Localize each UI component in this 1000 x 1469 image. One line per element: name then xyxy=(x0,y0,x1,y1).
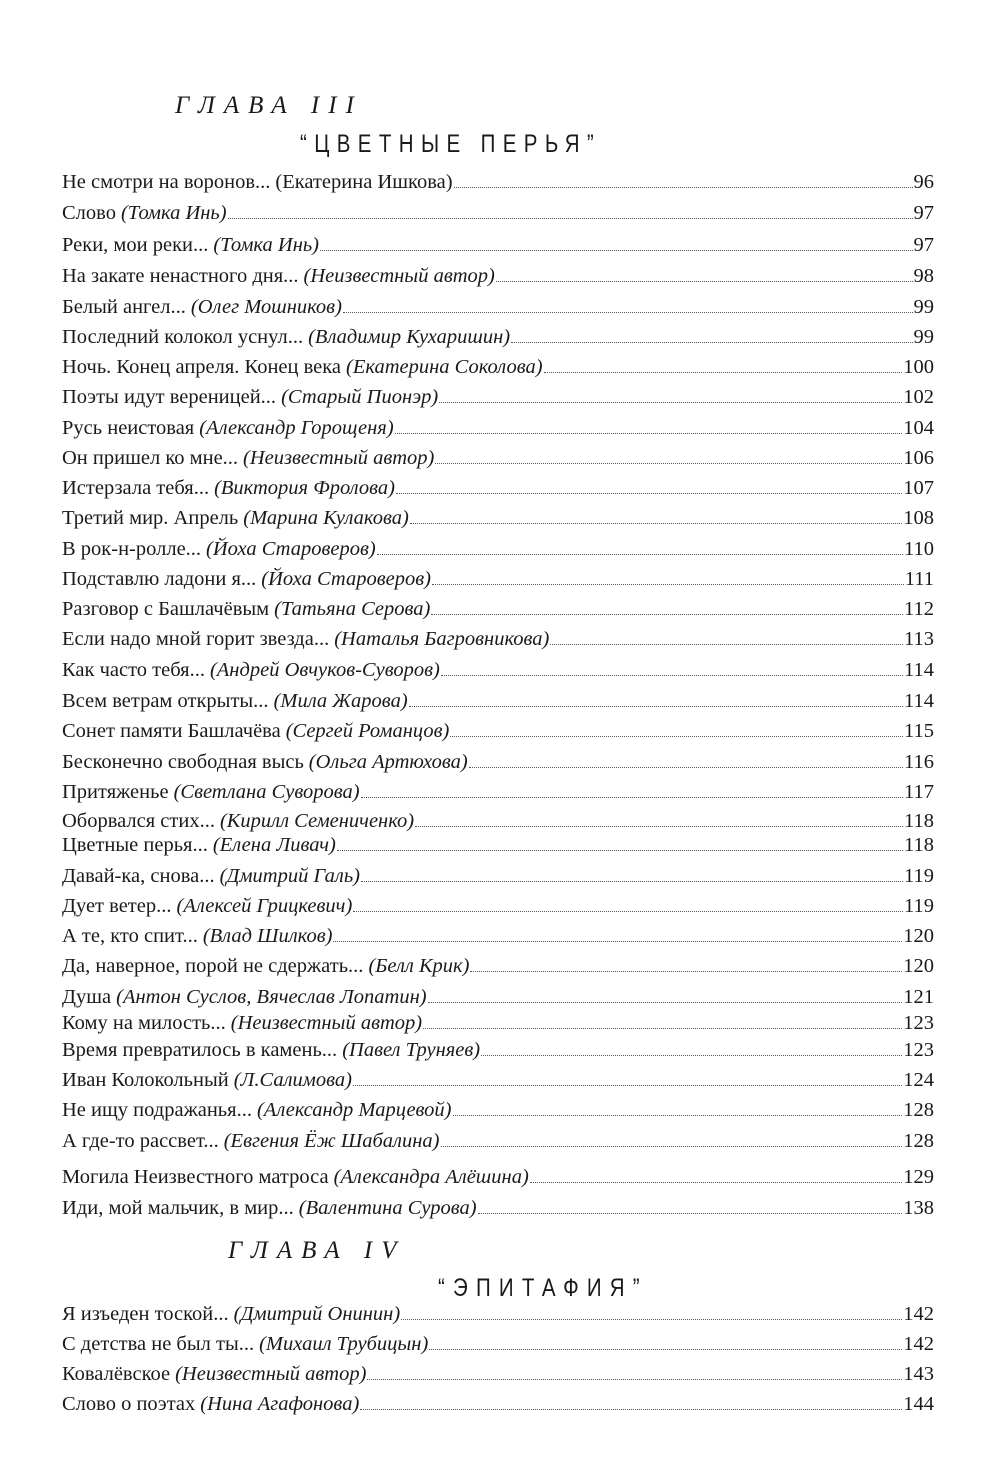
entry-page: 110 xyxy=(904,538,934,560)
entry-title: Разговор с Башлачёвым xyxy=(62,598,270,620)
entry-author: (Кирилл Семениченко) xyxy=(219,810,415,832)
entry-author: (Павел Труняев) xyxy=(342,1039,481,1061)
entry-page: 138 xyxy=(903,1197,934,1219)
chapter-label: ГЛАВА IV xyxy=(228,1237,406,1264)
entry-author: (Александр Горощеня) xyxy=(199,417,394,439)
entry-title: Давай-ка, снова... xyxy=(62,865,215,887)
entry-title: Могила Неизвестного матроса xyxy=(62,1166,329,1188)
entry-page: 114 xyxy=(904,659,934,681)
entry-title: Оборвался стих... xyxy=(62,810,215,832)
entry-title: Третий мир. Апрель xyxy=(62,507,239,529)
toc-entry xyxy=(62,597,934,621)
chapter-title: “ЦВЕТНЫЕ ПЕРЬЯ” xyxy=(300,130,602,158)
toc-entry xyxy=(62,1362,934,1386)
dot-leader xyxy=(401,1319,902,1320)
dot-leader xyxy=(469,767,903,768)
entry-author: (Виктория Фролова) xyxy=(214,477,395,499)
entry-page: 100 xyxy=(903,356,934,378)
dot-leader xyxy=(367,1379,902,1380)
entry-author: (Евгения Ёж Шабалина) xyxy=(223,1130,440,1152)
dot-leader xyxy=(343,312,913,313)
entry-page: 144 xyxy=(903,1393,934,1415)
toc-entry xyxy=(62,416,934,440)
dot-leader xyxy=(395,433,903,434)
dot-leader xyxy=(333,941,902,942)
toc-entry xyxy=(62,924,934,948)
entry-title: Последний колокол уснул... xyxy=(62,326,304,348)
entry-author: (Александр Марцевой) xyxy=(256,1099,452,1121)
entry-author: (Мила Жарова) xyxy=(273,690,408,712)
toc-entry xyxy=(62,1038,934,1062)
toc-entry xyxy=(62,233,934,257)
dot-leader xyxy=(377,554,903,555)
entry-author: (Неизвестный автор) xyxy=(175,1363,367,1385)
entry-page: 97 xyxy=(913,202,934,224)
entry-author: (Екатерина Ишкова) xyxy=(275,171,453,193)
entry-author: (Ольга Артюхова) xyxy=(308,751,468,773)
entry-author: (Антон Суслов, Вячеслав Лопатин) xyxy=(116,986,427,1008)
entry-page: 97 xyxy=(913,234,934,256)
entry-page: 96 xyxy=(913,171,934,193)
toc-entry xyxy=(62,537,934,561)
entry-title: Истерзала тебя... xyxy=(62,477,210,499)
entry-page: 123 xyxy=(903,1039,934,1061)
toc-entry xyxy=(62,170,934,194)
dot-leader xyxy=(441,1146,903,1147)
entry-author: (Йоха Староверов) xyxy=(261,568,431,590)
entry-author: (Йоха Староверов) xyxy=(206,538,376,560)
toc-entry xyxy=(62,355,934,379)
entry-title: Притяженье xyxy=(62,781,169,803)
entry-title: Он пришел ко мне... xyxy=(62,447,239,469)
entry-page: 102 xyxy=(903,386,934,408)
entry-page: 112 xyxy=(904,598,934,620)
dot-leader xyxy=(470,971,902,972)
toc-entry xyxy=(62,264,934,288)
entry-author: (Татьяна Серова) xyxy=(274,598,431,620)
entry-author: (Дмитрий Онинин) xyxy=(233,1303,401,1325)
toc-entry xyxy=(62,1068,934,1092)
entry-title: Не смотри на воронов... xyxy=(62,171,271,193)
entry-page: 142 xyxy=(903,1333,934,1355)
toc-entry xyxy=(62,1196,934,1220)
entry-page: 118 xyxy=(904,834,934,856)
entry-author: (Владимир Кухаришин) xyxy=(308,326,511,348)
entry-page: 121 xyxy=(903,986,934,1008)
entry-title: С детства не был ты... xyxy=(62,1333,255,1355)
dot-leader xyxy=(454,187,913,188)
entry-page: 108 xyxy=(903,507,934,529)
dot-leader xyxy=(360,1409,902,1410)
dot-leader xyxy=(453,1115,903,1116)
entry-title: Не ищу подражанья... xyxy=(62,1099,252,1121)
entry-page: 116 xyxy=(904,751,934,773)
entry-page: 118 xyxy=(904,810,934,832)
entry-author: (Л.Салимова) xyxy=(233,1069,352,1091)
entry-page: 107 xyxy=(903,477,934,499)
entry-page: 124 xyxy=(903,1069,934,1091)
dot-leader xyxy=(423,1028,902,1029)
dot-leader xyxy=(431,614,903,615)
entry-page: 99 xyxy=(913,296,934,318)
dot-leader xyxy=(544,372,903,373)
entry-author: (Неизвестный автор) xyxy=(303,265,495,287)
toc-entry xyxy=(62,750,934,774)
toc-entry xyxy=(62,719,934,743)
entry-title: А где-то рассвет... xyxy=(62,1130,219,1152)
entry-page: 143 xyxy=(903,1363,934,1385)
toc-entry xyxy=(62,1011,934,1035)
dot-leader xyxy=(432,584,904,585)
entry-title: Поэты идут вереницей... xyxy=(62,386,277,408)
dot-leader xyxy=(410,523,902,524)
entry-page: 104 xyxy=(903,417,934,439)
entry-title: Кому на милость... xyxy=(62,1012,226,1034)
entry-page: 142 xyxy=(903,1303,934,1325)
entry-author: (Томка Инь) xyxy=(120,202,227,224)
entry-author: (Неизвестный автор) xyxy=(243,447,435,469)
entry-author: (Екатерина Соколова) xyxy=(346,356,543,378)
dot-leader xyxy=(361,881,903,882)
entry-title: На закате ненастного дня... xyxy=(62,265,299,287)
entry-author: (Андрей Овчуков-Суворов) xyxy=(209,659,440,681)
entry-author: (Олег Мошников) xyxy=(190,296,342,318)
dot-leader xyxy=(361,797,903,798)
entry-author: (Белл Крик) xyxy=(368,955,470,977)
entry-title: Всем ветрам открыты... xyxy=(62,690,269,712)
entry-page: 128 xyxy=(903,1099,934,1121)
toc-entry xyxy=(62,325,934,349)
entry-page: 99 xyxy=(913,326,934,348)
toc-entry xyxy=(62,658,934,682)
entry-title: Да, наверное, порой не сдержать... xyxy=(62,955,364,977)
chapter-label: ГЛАВА III xyxy=(175,92,363,119)
toc-entry xyxy=(62,295,934,319)
entry-page: 98 xyxy=(913,265,934,287)
dot-leader xyxy=(530,1182,902,1183)
entry-page: 111 xyxy=(904,568,934,590)
entry-title: Ночь. Конец апреля. Конец века xyxy=(62,356,342,378)
dot-leader xyxy=(478,1213,903,1214)
entry-title: Дует ветер... xyxy=(62,895,172,917)
entry-title: Иди, мой мальчик, в мир... xyxy=(62,1197,294,1219)
dot-leader xyxy=(441,675,903,676)
entry-author: (Сергей Романцов) xyxy=(285,720,450,742)
toc-entry xyxy=(62,689,934,713)
toc-entry xyxy=(62,1098,934,1122)
entry-page: 106 xyxy=(903,447,934,469)
entry-author: (Алексей Грицкевич) xyxy=(176,895,353,917)
entry-title: Иван Колокольный xyxy=(62,1069,229,1091)
toc-entry xyxy=(62,985,934,1009)
entry-title: Если надо мной горит звезда... xyxy=(62,628,330,650)
entry-page: 113 xyxy=(904,628,934,650)
dot-leader xyxy=(450,736,903,737)
entry-title: В рок-н-ролле... xyxy=(62,538,202,560)
entry-author: (Неизвестный автор) xyxy=(230,1012,423,1034)
entry-page: 120 xyxy=(903,925,934,947)
entry-author: (Дмитрий Галь) xyxy=(219,865,360,887)
entry-author: (Нина Агафонова) xyxy=(200,1393,360,1415)
dot-leader xyxy=(415,826,903,827)
entry-title: Сонет памяти Башлачёва xyxy=(62,720,281,742)
entry-title: А те, кто спит... xyxy=(62,925,198,947)
toc-entry xyxy=(62,446,934,470)
entry-title: Слово xyxy=(62,202,116,224)
toc-entry xyxy=(62,627,934,651)
toc-entry xyxy=(62,476,934,500)
entry-page: 120 xyxy=(903,955,934,977)
entry-page: 115 xyxy=(904,720,934,742)
toc-entry xyxy=(62,1392,934,1416)
entry-title: Ковалёвское xyxy=(62,1363,171,1385)
entry-title: Время превратилось в камень... xyxy=(62,1039,338,1061)
entry-title: Как часто тебя... xyxy=(62,659,205,681)
entry-page: 119 xyxy=(904,895,934,917)
entry-author: (Наталья Багровникова) xyxy=(334,628,550,650)
toc-entry xyxy=(62,954,934,978)
entry-author: (Влад Шилков) xyxy=(202,925,333,947)
entry-title: Русь неистовая xyxy=(62,417,195,439)
toc-entry xyxy=(62,894,934,918)
toc-entry xyxy=(62,1302,934,1326)
toc-entry xyxy=(62,385,934,409)
chapter-title: “ЭПИТАФИЯ” xyxy=(438,1274,648,1302)
dot-leader xyxy=(439,402,902,403)
entry-title: Я изъеден тоской... xyxy=(62,1303,229,1325)
entry-title: Цветные перья... xyxy=(62,834,208,856)
toc-entry xyxy=(62,1129,934,1153)
toc-entry xyxy=(62,506,934,530)
toc-entry xyxy=(62,201,934,225)
toc-entry xyxy=(62,780,934,804)
dot-leader xyxy=(320,250,912,251)
dot-leader xyxy=(353,1085,902,1086)
entry-author: (Михаил Трубицын) xyxy=(259,1333,429,1355)
entry-page: 123 xyxy=(903,1012,934,1034)
entry-author: (Елена Ливач) xyxy=(212,834,336,856)
toc-entry xyxy=(62,809,934,833)
dot-leader xyxy=(428,1002,903,1003)
dot-leader xyxy=(429,1349,902,1350)
entry-page: 117 xyxy=(904,781,934,803)
entry-title: Белый ангел... xyxy=(62,296,186,318)
entry-author: (Марина Кулакова) xyxy=(243,507,409,529)
entry-title: Бесконечно свободная высь xyxy=(62,751,304,773)
dot-leader xyxy=(228,218,913,219)
toc-entry xyxy=(62,1332,934,1356)
entry-title: Слово о поэтах xyxy=(62,1393,196,1415)
entry-page: 114 xyxy=(904,690,934,712)
entry-page: 119 xyxy=(904,865,934,887)
entry-page: 129 xyxy=(903,1166,934,1188)
entry-page: 128 xyxy=(903,1130,934,1152)
dot-leader xyxy=(550,644,903,645)
dot-leader xyxy=(353,911,903,912)
dot-leader xyxy=(396,493,902,494)
dot-leader xyxy=(481,1055,902,1056)
entry-author: (Валентина Сурова) xyxy=(298,1197,477,1219)
dot-leader xyxy=(496,281,913,282)
dot-leader xyxy=(409,706,903,707)
toc-entry xyxy=(62,567,934,591)
entry-title: Реки, мои реки... xyxy=(62,234,209,256)
entry-title: Душа xyxy=(62,986,112,1008)
entry-author: (Светлана Суворова) xyxy=(173,781,360,803)
toc-entry xyxy=(62,864,934,888)
entry-title: Подставлю ладони я... xyxy=(62,568,257,590)
toc-entry xyxy=(62,1165,934,1189)
dot-leader xyxy=(511,342,912,343)
dot-leader xyxy=(435,463,902,464)
entry-author: (Старый Пионэр) xyxy=(281,386,439,408)
entry-author: (Александра Алёшина) xyxy=(333,1166,529,1188)
entry-author: (Томка Инь) xyxy=(213,234,320,256)
dot-leader xyxy=(337,850,903,851)
toc-entry xyxy=(62,833,934,857)
